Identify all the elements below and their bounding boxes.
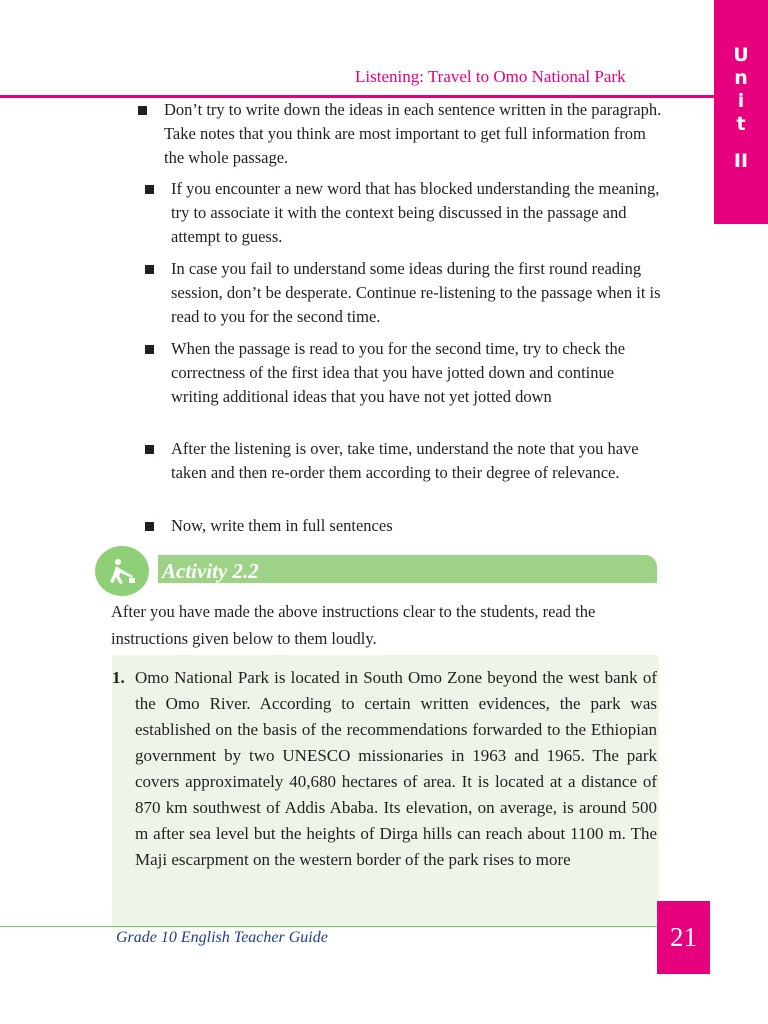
activity-title: Activity 2.2: [162, 559, 259, 583]
page-number: 21: [670, 922, 697, 952]
unit-tab-letter: i: [737, 90, 745, 112]
unit-tab: [714, 0, 768, 224]
unit-tab-letter: n: [734, 67, 748, 89]
bullet-square-icon: [145, 522, 154, 531]
bullet-square-icon: [145, 185, 154, 194]
page-header-title: Listening: Travel to Omo National Park: [355, 67, 626, 86]
footer-book-title: Grade 10 English Teacher Guide: [116, 929, 328, 946]
bullet-text: When the passage is read to you for the second time, try to check the correctness of the first idea that you have jotted down and continue writing additional ideas that you have not yet jotted down: [171, 339, 626, 406]
activity-badge: [95, 546, 149, 596]
bullet-item: [145, 437, 665, 485]
bullet-text: If you encounter a new word that has blocked understanding the meaning, try to associate it with the context being discussed in the passage and attempt to guess.: [171, 179, 660, 246]
bullet-item: [138, 98, 668, 170]
unit-tab-letter: U: [733, 44, 749, 66]
bullet-square-icon: [145, 265, 154, 274]
bullet-square-icon: [145, 345, 154, 354]
bullet-text: After the listening is over, take time, understand the note that you have taken and then re-order them according to their degree of relevance.: [171, 439, 639, 482]
bullet-text: Now, write them in full sentences: [171, 516, 393, 535]
page-number-box: [657, 901, 710, 974]
bullet-square-icon: [145, 445, 154, 454]
activity-intro: After you have made the above instructions clear to the students, read the instructions given below to them loudly.: [111, 602, 596, 648]
bullet-text: Don’t try to write down the ideas in each sentence written in the paragraph. Take notes that you think are most important to get full information from the whole passage.: [164, 100, 662, 167]
bullet-item: [145, 514, 665, 538]
worker-icon: [107, 556, 137, 586]
bullet-item: [145, 177, 665, 249]
passage-number: 1.: [112, 668, 125, 687]
bullet-text: In case you fail to understand some ideas during the first round reading session, don’t be desperate. Continue re-listening to the passage when it is read to you for the second time.: [171, 259, 661, 326]
bullet-square-icon: [138, 106, 147, 115]
passage-text: Omo National Park is located in South Omo Zone beyond the west bank of the Omo River. According to certain written evidences, the park was established on the basis of the recommendations forwarded to the Ethiopian government by two UNESCO missionaries in 1963 and 1965. The park covers approximately 40,680 hectares of area. It is located at a distance of 870 km southwest of Addis Ababa. Its elevation, on average, is around 500 m after sea level but the heights of Dirga hills can reach about 1100 m. The Maji escarpment on the western border of the park rises to more: [135, 668, 657, 869]
unit-tab-letter: t: [736, 113, 746, 135]
bullet-item: [145, 257, 665, 329]
footer-rule: [0, 926, 660, 927]
unit-tab-numeral: II: [733, 150, 749, 172]
bullet-item: [145, 337, 665, 409]
